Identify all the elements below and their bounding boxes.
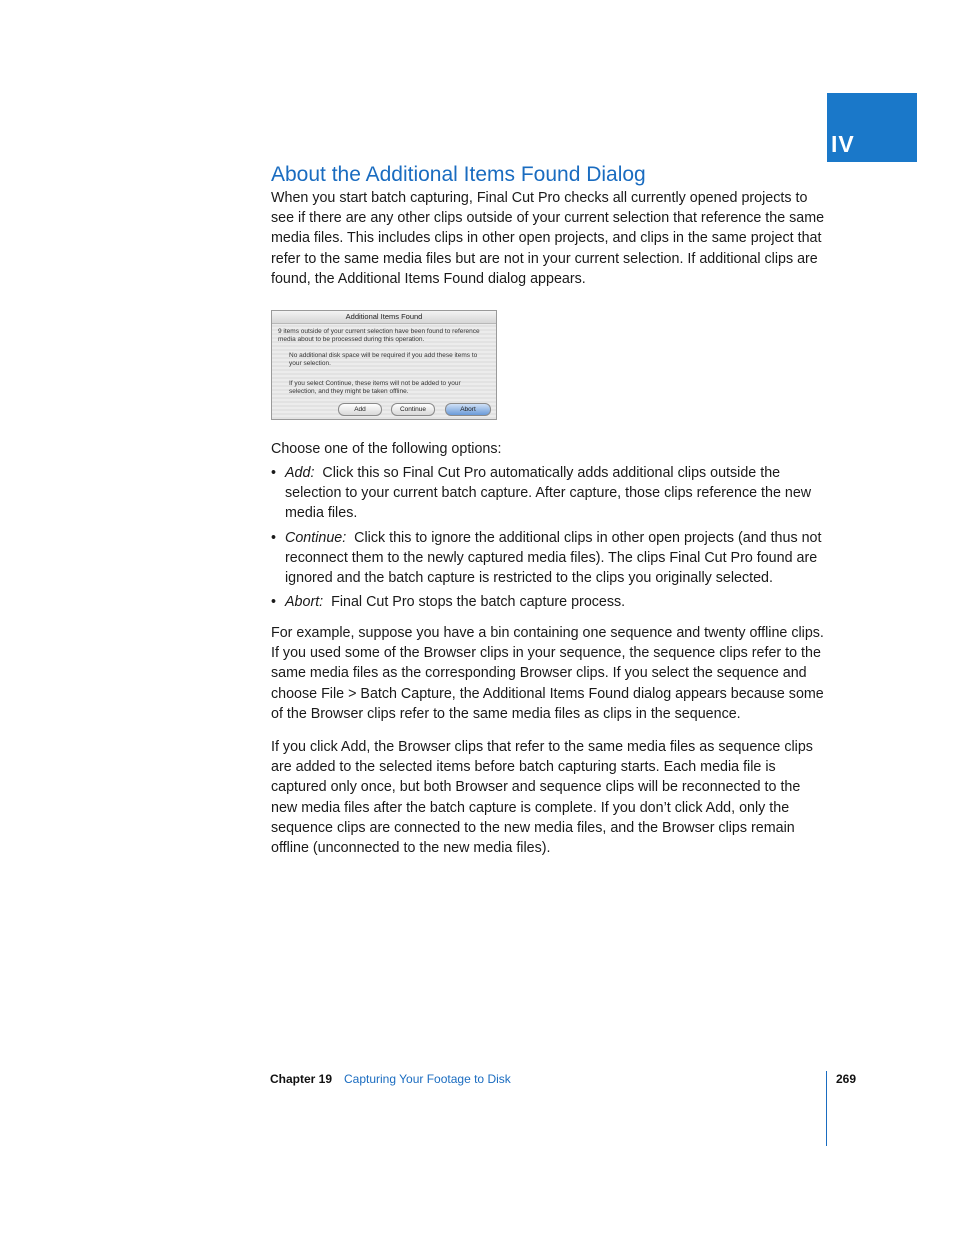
dialog-continue-note: If you select Continue, these items will not be added to your selection, and they might be taken offline. <box>289 380 461 395</box>
part-tab-label: IV <box>831 131 855 157</box>
part-tab <box>827 93 917 162</box>
dialog-message: 9 items outside of your current selection have been found to reference media about to be processed during this operation. <box>278 328 480 343</box>
add-result-paragraph: If you click Add, the Browser clips that refer to the same media files as sequence clips are added to the selected items before batch capturing starts. Each media file is captured only once, but both Browser and sequence clips will be reconnected to the new media files after the batch capture is complete. If you don’t click Add, only the sequence clips are connected to the new media files, and the Browser clips remain offline (unconnected to the new media files). <box>271 739 813 857</box>
additional-items-dialog-figure <box>271 310 497 420</box>
options-lead: Choose one of the following options: <box>271 441 502 457</box>
page-number: 269 <box>836 1072 857 1086</box>
option-abort <box>271 592 827 612</box>
option-term: Abort: <box>285 594 324 611</box>
abort-button[interactable]: Abort <box>445 403 491 416</box>
option-text: Click this to ignore the additional clips in other open projects (and thus not reconnect them to the newly captured media files). The clips Final Cut Pro found are ignored and the batch capture is restricted to the clips you originally selected. <box>285 529 822 587</box>
options-list <box>271 463 827 616</box>
intro-paragraph: When you start batch capturing, Final Cut Pro checks all currently opened projects to see if there are any other clips outside of your current selection that reference the same media files. This includes clips in other open projects, and clips in the same project that refer to the same media files but are not in your current selection. If additional clips are found, the Additional Items Found dialog appears. <box>271 190 825 287</box>
option-add <box>271 463 827 524</box>
continue-button[interactable]: Continue <box>391 403 435 416</box>
option-continue <box>271 528 827 589</box>
dialog-title: Additional Items Found <box>272 311 496 324</box>
example-paragraph: For example, suppose you have a bin containing one sequence and twenty offline clips. If you used some of the Browser clips in your sequence, the sequence clips refer to the same media files as the corresponding Browser clips. If you select the sequence and choose File > Batch Capture, the Additional Items Found dialog appears because some of the Browser clips refer to the same media files as clips in the sequence. <box>271 625 824 722</box>
footer-chapter-title[interactable]: Capturing Your Footage to Disk <box>344 1072 511 1086</box>
footer-divider <box>826 1071 827 1146</box>
add-button[interactable]: Add <box>338 403 382 416</box>
option-text: Click this so Final Cut Pro automatically adds additional clips outside the selection to your current batch capture. After capture, those clips reference the new media files. <box>285 465 812 522</box>
option-term: Continue: <box>285 529 347 546</box>
option-term: Add: <box>285 465 315 481</box>
section-heading: About the Additional Items Found Dialog <box>271 163 646 186</box>
footer-chapter: Chapter 19 <box>270 1072 333 1086</box>
dialog-disk-note: No additional disk space will be required if you add these items to your selection. <box>289 352 478 367</box>
option-text: Final Cut Pro stops the batch capture process. <box>331 594 626 611</box>
